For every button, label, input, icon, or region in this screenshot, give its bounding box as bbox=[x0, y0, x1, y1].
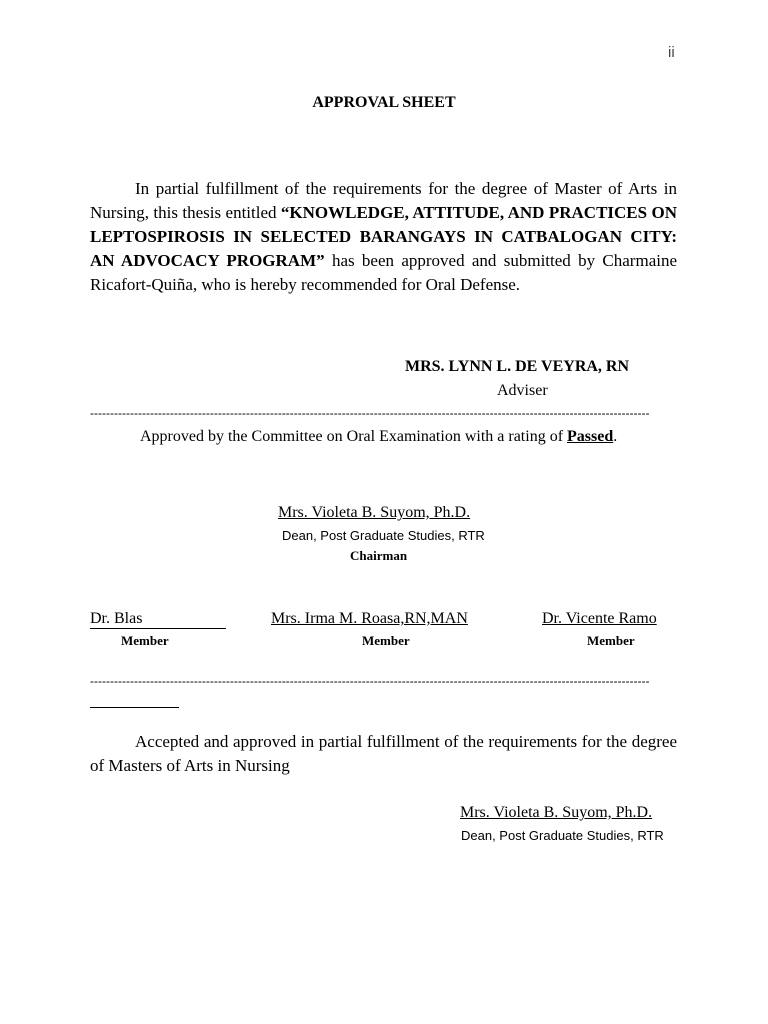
adviser-role: Adviser bbox=[497, 382, 548, 399]
member-1-role: Member bbox=[121, 633, 169, 648]
short-rule bbox=[90, 706, 179, 708]
rating-passed: Passed bbox=[567, 428, 614, 445]
intro-text-after: has been approved and submitted by Charmaine Ricafort-Quiña, who is hereby recommended for Oral Defense. bbox=[90, 251, 678, 294]
page-number: ii bbox=[668, 44, 675, 61]
committee-approval-text: Approved by the Committee on Oral Examination with a rating of bbox=[140, 428, 568, 445]
member-2-name: Mrs. Irma M. Roasa,RN,MAN bbox=[271, 610, 468, 627]
acceptance-paragraph: Accepted and approved in partial fulfillment of the requirements for the degree of Masters of Arts in Nursing bbox=[90, 732, 677, 775]
chairman-name: Mrs. Violeta B. Suyom, Ph.D. bbox=[278, 504, 471, 521]
intro-paragraph bbox=[90, 177, 677, 297]
separator-line-2: -------------------------------------------------------------------------------------------------------------------------------------------- bbox=[90, 674, 650, 688]
intro-text-before: In partial fulfillment of the requirements for the degree of Master of Arts in Nursing, this thesis entitled bbox=[90, 179, 677, 222]
member-3-name: Dr. Vicente Ramo bbox=[542, 610, 657, 627]
member-1-name: Dr. Blas bbox=[90, 610, 143, 627]
dean-name: Mrs. Violeta B. Suyom, Ph.D. bbox=[460, 804, 653, 821]
document-title: APPROVAL SHEET bbox=[312, 94, 456, 111]
member-3-role: Member bbox=[587, 633, 635, 648]
chairman-role: Chairman bbox=[350, 548, 408, 563]
dean-title: Dean, Post Graduate Studies, RTR bbox=[461, 828, 664, 843]
separator-line: -------------------------------------------------------------------------------------------------------------------------------------------- bbox=[90, 406, 650, 420]
thesis-title: “KNOWLEDGE, ATTITUDE, AND PRACTICES ON LEPTOSPIROSIS IN SELECTED BARANGAYS IN CATBALOGAN CITY: AN ADVOCACY PROGRAM” bbox=[90, 203, 677, 270]
committee-approval-end: . bbox=[613, 428, 618, 445]
adviser-name: MRS. LYNN L. DE VEYRA, RN bbox=[405, 358, 630, 375]
member-2-role: Member bbox=[362, 633, 410, 648]
chairman-title: Dean, Post Graduate Studies, RTR bbox=[282, 528, 485, 543]
committee-approval bbox=[140, 428, 617, 446]
